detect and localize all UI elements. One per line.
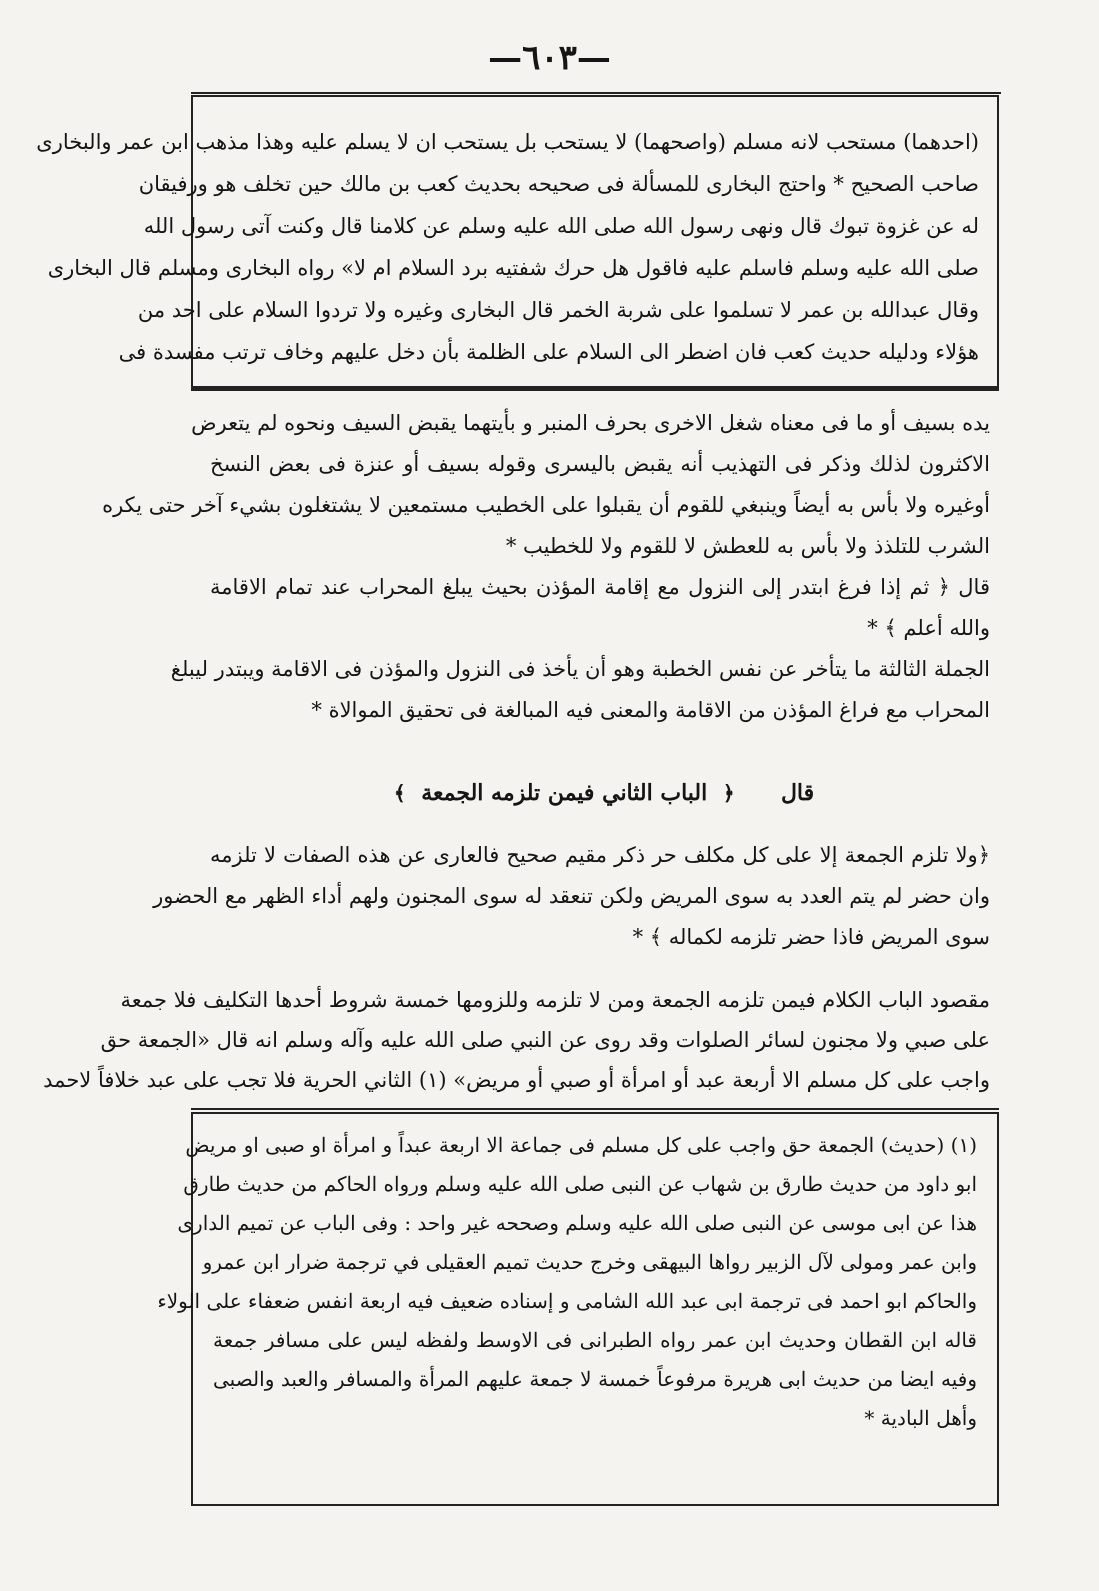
main-text-line: يده بسيف أو ما فى معناه شغل الاخرى بحرف المنبر و بأيتهما يقبض السيف ونحوه لم يتعرض (191, 411, 990, 435)
main-text-2 (153, 835, 990, 958)
commentary-line: (احدهما) مستحب لانه مسلم (واصحهما) لا يستحب بل يستحب ان لا يسلم عليه وهذا مذهب ابن عمر والبخارى (36, 130, 979, 154)
main-text-line: أوغيره ولا بأس به أيضاً وينبغي للقوم أن يقبلوا على الخطيب مستمعين لا يشتغلون بشيء آخر حتى يكره (102, 493, 990, 517)
chapter-heading (190, 780, 1010, 806)
footnote-box (157, 1112, 999, 1506)
commentary-line: له عن غزوة تبوك قال ونهى رسول الله صلى الله عليه وسلم عن كلامنا قال وكنت آتى رسول الله (143, 214, 979, 238)
commentary-box-top (36, 95, 999, 391)
main-text-line: الاكثرون لذلك وذكر فى التهذيب أنه يقبض باليسرى وقوله بسيف أو عنزة فى بعض النسخ (210, 452, 990, 476)
page-number: —٦٠٣— (488, 38, 611, 78)
commentary-line: وقال عبدالله بن عمر لا تسلموا على شربة الخمر قال البخارى وغيره ولا تردوا السلام على احد من (137, 298, 979, 322)
footnote-line: والحاكم ابو احمد فى ترجمة ابى عبد الله الشامى و إسناده ضعيف فيه اربعة انفس ضعفاء على الولاء (157, 1289, 977, 1313)
footnote-rule (191, 1108, 999, 1110)
main-text-3 (43, 980, 990, 1100)
main-text-line: سوى المريض فاذا حضر تلزمه لكماله ﴾ * (632, 925, 990, 949)
chapter-qal: قال (780, 780, 815, 806)
main-text (102, 403, 990, 731)
main-text-line: قال ﴿ ثم إذا فرغ ابتدر إلى النزول مع إقامة المؤذن بحيث يبلغ المحراب عند تمام الاقامة (210, 575, 990, 599)
chapter-title: الباب الثاني فيمن تلزمه الجمعة (421, 780, 708, 806)
main-text-line: ﴿ولا تلزم الجمعة إلا على كل مكلف حر ذكر مقيم صحيح فالعارى عن هذه الصفات لا تلزمه (210, 843, 990, 867)
footnote-line: ابو داود من حديث طارق بن شهاب عن النبى صلى الله عليه وسلم ورواه الحاكم من حديث طارق (183, 1172, 977, 1196)
ornament-icon: ﴿ (722, 781, 735, 805)
main-text-line: المحراب مع فراغ المؤذن من الاقامة والمعنى فيه المبالغة فى تحقيق الموالاة * (311, 698, 990, 722)
main-text-line: وان حضر لم يتم العدد به سوى المريض ولكن تنعقد له سوى المجنون ولهم أداء الظهر مع الحضور (153, 884, 990, 908)
footnote-line: وأهل البادية * (864, 1406, 977, 1430)
footnote-line: قاله ابن القطان وحديث ابن عمر رواه الطبرانى فى الاوسط ولفظه ليس على مسافر جمعة (213, 1328, 977, 1352)
footnote-line: وفيه ايضا من حديث ابى هريرة مرفوعاً خمسة لا جمعة عليهم المرأة والمسافر والعبد والصبى (213, 1367, 977, 1391)
main-text-line: على صبي ولا مجنون لسائر الصلوات وقد روى عن النبي صلى الله عليه وآله وسلم انه قال «الجمعة حق (100, 1028, 990, 1052)
footnote-line: وابن عمر ومولى لآل الزبير رواها البيهقى وخرج حديث تميم العقيلى في ترجمة ضرار ابن عمرو (202, 1250, 977, 1274)
commentary-divider (191, 386, 999, 389)
main-text-line: الشرب للتلذذ ولا بأس به للعطش لا للقوم ولا للخطيب * (505, 534, 990, 558)
footnote-line: (١) (حديث) الجمعة حق واجب على كل مسلم فى جماعة الا اربعة عبداً و امرأة او صبى او مريض (185, 1133, 977, 1157)
commentary-line: هؤلاء ودليله حديث كعب فان اضطر الى السلام على الظلمة بأن دخل عليهم وخاف ترتب مفسدة فى (118, 340, 979, 364)
footnote-line: هذا عن ابى موسى عن النبى صلى الله عليه وسلم وصححه غير واحد : وفى الباب عن تميم الدارى (177, 1211, 977, 1235)
commentary-line: صاحب الصحيح * واحتج البخارى للمسألة فى صحيحه بحديث كعب بن مالك حين تخلف هو ورفيقان (138, 172, 979, 196)
ornament-icon: ﴾ (393, 781, 406, 805)
commentary-line: صلى الله عليه وسلم فاسلم عليه فاقول هل حرك شفتيه برد السلام ام لا» رواه البخارى ومسلم قال البخارى (47, 256, 979, 280)
main-text-line: الجملة الثالثة ما يتأخر عن نفس الخطبة وهو أن يأخذ فى النزول والمؤذن فى الاقامة ويبتدر ليبلغ (170, 657, 990, 681)
main-text-line: مقصود الباب الكلام فيمن تلزمه الجمعة ومن لا تلزمه وللزومها خمسة شروط أحدها التكليف فلا جمعة (120, 988, 990, 1012)
footnote-text (157, 1126, 977, 1438)
top-rule (191, 92, 1001, 94)
commentary-top-text (36, 121, 979, 373)
main-text-line: واجب على كل مسلم الا أربعة عبد أو امرأة أو صبي أو مريض» (١) الثاني الحرية فلا تجب على عبد خلافاً لاحمد (43, 1068, 990, 1092)
main-text-line: والله أعلم ﴾ * (867, 616, 990, 640)
